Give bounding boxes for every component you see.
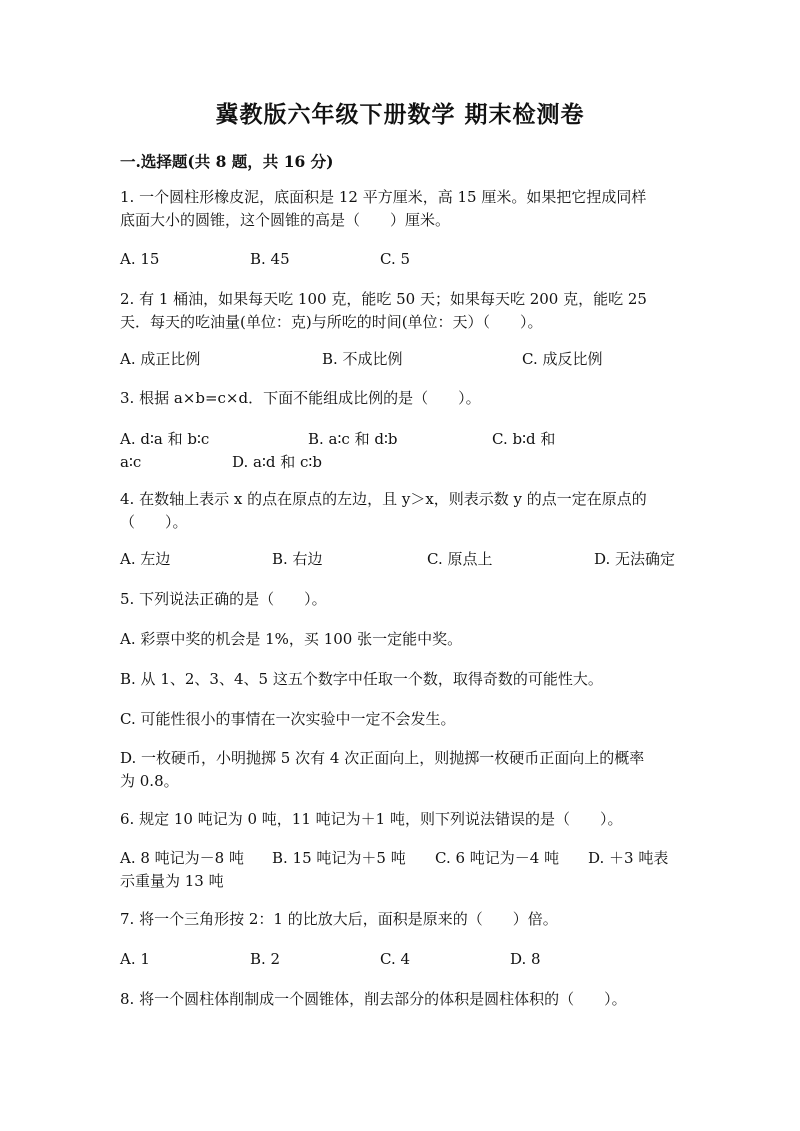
- option-d[interactable]: D. 无法确定: [594, 550, 676, 568]
- option-c[interactable]: C. 成反比例: [522, 350, 603, 368]
- option-d[interactable]: D. ＋3 吨表: [588, 849, 669, 867]
- option-d[interactable]: D. 8: [510, 950, 541, 968]
- option-a[interactable]: A. 1: [120, 950, 150, 968]
- question-2-options: [120, 348, 690, 371]
- question-6-options: [120, 847, 690, 893]
- option-c[interactable]: C. 原点上: [427, 550, 493, 568]
- option-a[interactable]: A. 15: [120, 250, 160, 268]
- option-d[interactable]: [120, 747, 680, 793]
- question-3-options: [120, 428, 690, 474]
- question-2-line-1: 2. 有 1 桶油，如果每天吃 100 克，能吃 50 天；如果每天吃 200 克，能吃 25: [120, 290, 647, 308]
- option-d-continuation: 示重量为 13 吨: [120, 872, 224, 890]
- question-6: 6. 规定 10 吨记为 0 吨，11 吨记为＋1 吨，则下列说法错误的是（ ）。: [120, 810, 623, 828]
- question-5: 5. 下列说法正确的是（ ）。: [120, 590, 327, 608]
- question-2: [120, 288, 680, 334]
- option-b[interactable]: B. 2: [250, 950, 281, 968]
- option-b[interactable]: B. 从 1、2、3、4、5 这五个数字中任取一个数，取得奇数的可能性大。: [120, 670, 603, 688]
- option-a[interactable]: A. 成正比例: [120, 350, 201, 368]
- option-c-continuation: a∶c: [120, 453, 142, 471]
- question-1-options: [120, 248, 690, 271]
- option-a[interactable]: A. d∶a 和 b∶c: [120, 430, 210, 448]
- option-d-line-2: 为 0.8。: [120, 772, 179, 790]
- option-d[interactable]: D. a∶d 和 c∶b: [232, 453, 322, 471]
- question-3: [120, 387, 680, 410]
- question-4-line-1: 4. 在数轴上表示 x 的点在原点的左边，且 y＞x，则表示数 y 的点一定在原点的: [120, 490, 647, 508]
- question-7-options: [120, 948, 690, 971]
- option-b[interactable]: B. 右边: [272, 550, 323, 568]
- section-heading: 一.选择题(共 8 题，共 16 分): [120, 152, 334, 171]
- question-4-options: [120, 548, 690, 571]
- option-c[interactable]: C. 5: [380, 250, 411, 268]
- page-title: 冀教版六年级下册数学 期末检测卷: [215, 101, 585, 128]
- question-1: [120, 186, 680, 232]
- option-b[interactable]: B. 45: [250, 250, 290, 268]
- question-2-line-2: 天．每天的吃油量(单位：克)与所吃的时间(单位：天）（ ）。: [120, 313, 543, 331]
- option-d-line-1: D. 一枚硬币，小明抛掷 5 次有 4 次正面向上，则抛掷一枚硬币正面向上的概率: [120, 749, 645, 767]
- option-b[interactable]: B. 15 吨记为＋5 吨: [272, 849, 406, 867]
- option-c[interactable]: C. 可能性很小的事情在一次实验中一定不会发生。: [120, 710, 456, 728]
- option-b[interactable]: B. a∶c 和 d∶b: [308, 430, 398, 448]
- option-c[interactable]: C. b∶d 和: [492, 430, 556, 448]
- question-7: 7. 将一个三角形按 2：1 的比放大后，面积是原来的（ ）倍。: [120, 910, 558, 928]
- question-1-line-1: 1. 一个圆柱形橡皮泥，底面积是 12 平方厘米，高 15 厘米。如果把它捏成同样: [120, 188, 647, 206]
- option-a[interactable]: A. 彩票中奖的机会是 1%，买 100 张一定能中奖。: [120, 630, 463, 648]
- question-3-line-1: 3. 根据 a×b=c×d．下面不能组成比例的是（ ）。: [120, 389, 481, 407]
- question-1-line-2: 底面大小的圆锥，这个圆锥的高是（ ）厘米。: [120, 211, 451, 229]
- option-c[interactable]: C. 6 吨记为－4 吨: [435, 849, 560, 867]
- option-a[interactable]: A. 左边: [120, 550, 171, 568]
- option-b[interactable]: B. 不成比例: [322, 350, 403, 368]
- option-a[interactable]: A. 8 吨记为－8 吨: [120, 849, 244, 867]
- question-8: 8. 将一个圆柱体削制成一个圆锥体，削去部分的体积是圆柱体积的（ ）。: [120, 990, 627, 1008]
- question-4: [120, 488, 680, 534]
- option-c[interactable]: C. 4: [380, 950, 411, 968]
- question-4-line-2: （ ）。: [120, 513, 188, 531]
